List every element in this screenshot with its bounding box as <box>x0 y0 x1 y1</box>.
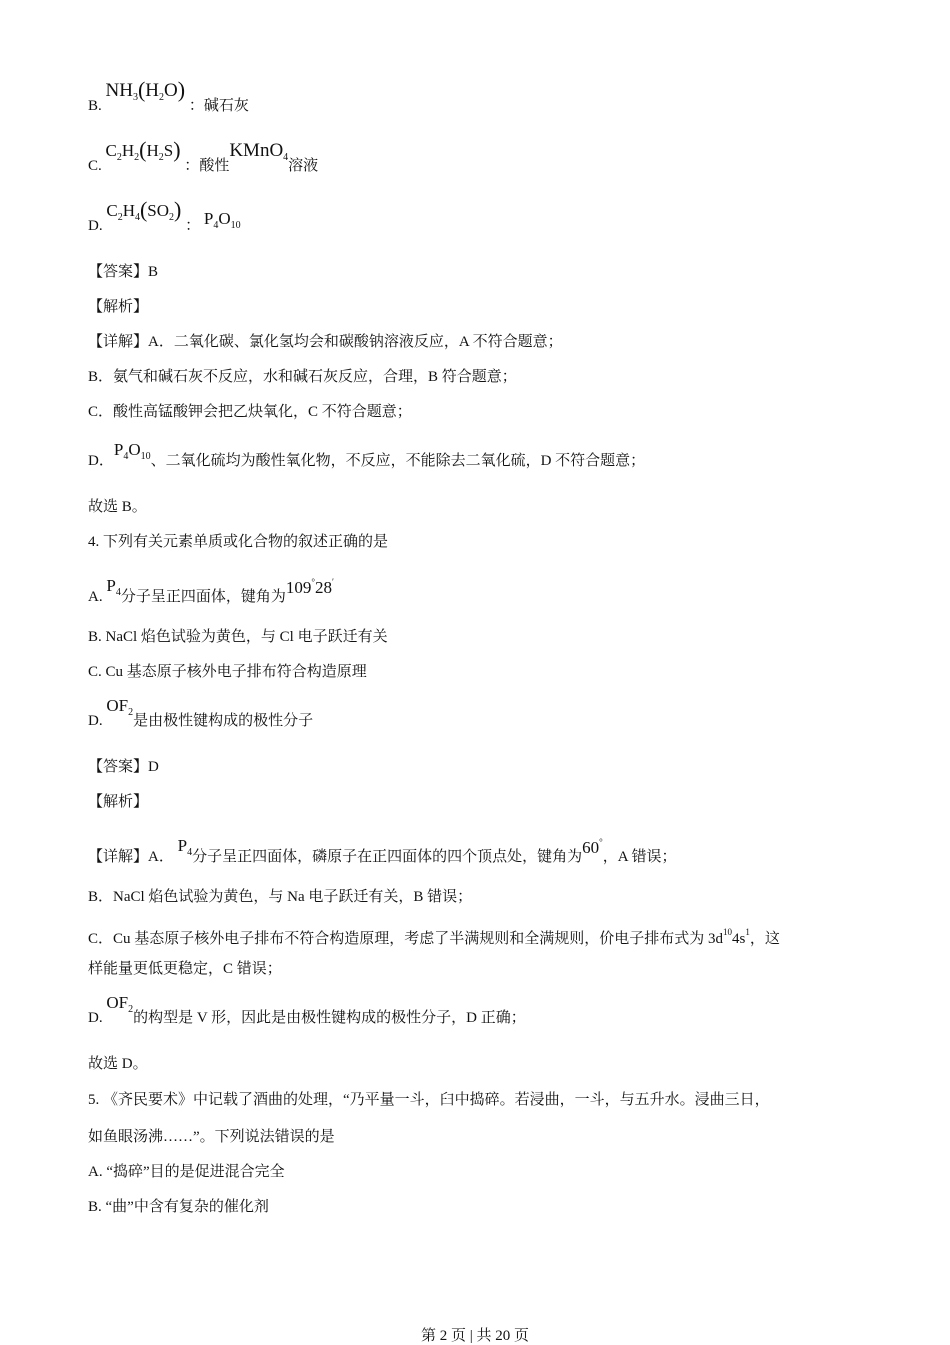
formula-part: O <box>128 440 141 459</box>
formula-p4 <box>106 576 121 598</box>
angle-degrees: 109 <box>285 578 312 597</box>
q4-detail-d <box>88 993 526 1034</box>
q4-stem: 4. 下列有关元素单质或化合物的叙述正确的是 <box>88 534 389 550</box>
subscript: 4 <box>134 212 140 223</box>
formula-part: OF <box>106 696 129 715</box>
option-label: D． <box>88 453 114 469</box>
angle-value <box>285 577 334 597</box>
option-label: D. <box>88 1010 103 1026</box>
formula-of2 <box>106 696 134 718</box>
q3-option-c <box>88 137 319 182</box>
q4-detail-b: B．NaCl 焰色试验为黄色，与 Na 电子跃迁有关，B 错误； <box>88 889 473 905</box>
paren: ( <box>137 77 146 102</box>
subscript: 2 <box>169 212 175 223</box>
formula-p4o10 <box>113 440 151 462</box>
subscript: 2 <box>116 152 122 163</box>
detail-text: 分子呈正四面体，磷原子在正四面体的四个顶点处，键角为 <box>192 849 583 865</box>
q3-conclusion: 故选 B。 <box>88 499 147 515</box>
formula-part: P <box>177 836 188 855</box>
angle-degrees: 60 <box>582 838 600 857</box>
detail-text: C．Cu 基态原子核外电子排布不符合构造原理，考虑了半满规则和全满规则，价电子排布式为 3d <box>88 931 724 947</box>
subscript: 2 <box>134 152 140 163</box>
q3-option-b <box>88 77 249 122</box>
formula-p4 <box>177 836 193 858</box>
formula-part: H <box>121 141 135 160</box>
prime-symbol: ′ <box>331 577 334 587</box>
detail-text: ，A 错误； <box>602 849 677 865</box>
degree-symbol: ° <box>311 577 315 587</box>
superscript: 10 <box>723 927 733 937</box>
q4-detail-c-line1 <box>88 922 780 949</box>
formula-part: KMnO <box>229 140 284 161</box>
q3-detail-b: B．氨气和碱石灰不反应，水和碱石灰反应，合理，B 符合题意； <box>88 369 517 385</box>
q3-option-d <box>88 197 241 242</box>
formula-part: P <box>113 440 124 459</box>
formula-part: O <box>218 209 231 228</box>
answer-value: D <box>148 759 159 775</box>
q5-option-b: B. “曲”中含有复杂的催化剂 <box>88 1199 269 1215</box>
paren: ( <box>139 137 147 162</box>
reagent-text: 碱石灰 <box>203 98 249 114</box>
detail-text: 4s <box>732 931 746 947</box>
subscript: 2 <box>117 212 123 223</box>
angle-value <box>582 837 603 857</box>
detail-text: 、二氧化硫均为酸性氧化物，不反应，不能除去二氧化硫，D 不符合题意； <box>150 453 646 469</box>
q5-stem-line2: 如鱼眼汤沸……”。下列说法错误的是 <box>88 1129 335 1145</box>
formula-p4o10 <box>203 209 241 231</box>
q3-analysis-tag: 【解析】 <box>88 299 149 315</box>
option-label: D. <box>88 218 103 234</box>
option-text: 是由极性键构成的极性分子 <box>133 713 314 729</box>
option-text: 分子呈正四面体，键角为 <box>120 589 286 605</box>
subscript: 2 <box>159 92 165 103</box>
subscript: 10 <box>230 220 241 231</box>
subscript: 4 <box>283 152 289 163</box>
formula-part: P <box>203 209 214 228</box>
answer-tag: 【答案】 <box>88 264 149 280</box>
q4-conclusion: 故选 D。 <box>88 1056 148 1072</box>
paren: ) <box>173 137 181 162</box>
subscript: 4 <box>213 220 219 231</box>
colon: ： <box>188 98 204 114</box>
paren: ) <box>177 77 186 102</box>
detail-text: A．二氧化碳、氯化氢均会和碳酸钠溶液反应，A 不符合题意； <box>148 334 563 350</box>
q4-detail-c-line2: 样能量更低更稳定，C 错误； <box>88 961 282 977</box>
subscript: 2 <box>128 1004 134 1015</box>
q4-detail-a <box>88 836 677 873</box>
detail-tag: 【详解】 <box>88 334 149 350</box>
paren: ( <box>139 197 148 222</box>
q3-detail-d <box>88 440 646 477</box>
q4-answer <box>88 757 159 777</box>
formula-kmno4 <box>229 140 289 163</box>
angle-minutes: 28 <box>314 578 332 597</box>
option-label: D. <box>88 713 103 729</box>
q4-option-b: B. NaCl 焰色试验为黄色，与 Cl 电子跃迁有关 <box>88 629 388 645</box>
subscript: 10 <box>140 451 151 462</box>
colon: ： <box>185 218 201 234</box>
formula-part: NH <box>105 80 133 101</box>
option-label: A. <box>88 589 103 605</box>
formula-part: H <box>146 141 159 160</box>
detail-text: 的构型是 V 形，因此是由极性键构成的极性分子，D 正确； <box>133 1010 526 1026</box>
q4-analysis-tag: 【解析】 <box>88 794 149 810</box>
detail-tag: 【详解】 <box>88 849 149 865</box>
formula-part: C <box>105 141 117 160</box>
formula-part: P <box>106 576 116 595</box>
subscript: 4 <box>123 451 129 462</box>
page-footer: 第 2 页 | 共 20 页 <box>420 1328 529 1344</box>
q4-option-a <box>88 576 334 613</box>
formula-c2h4-so2 <box>106 197 185 223</box>
reagent-text: 溶液 <box>288 158 319 174</box>
option-label: C. <box>88 158 102 174</box>
q5-option-a: A. “捣碎”目的是促进混合完全 <box>88 1164 285 1180</box>
detail-text: ，这 <box>749 931 780 947</box>
q4-option-c: C. Cu 基态原子核外电子排布符合构造原理 <box>88 664 367 680</box>
option-label: B. <box>88 98 102 114</box>
formula-of2 <box>106 993 134 1015</box>
q3-detail-c: C．酸性高锰酸钾会把乙炔氧化，C 不符合题意； <box>88 404 412 420</box>
colon: ： <box>184 158 200 174</box>
option-label: A． <box>148 849 174 865</box>
formula-part: C <box>106 201 118 220</box>
degree-symbol: ° <box>599 837 603 847</box>
superscript: 1 <box>745 927 750 937</box>
formula-part: H <box>122 201 135 220</box>
formula-nh3-h2o <box>105 77 189 103</box>
formula-c2h2-h2s <box>105 137 185 163</box>
subscript: 3 <box>132 92 138 103</box>
answer-value: B <box>148 264 159 280</box>
subscript: 2 <box>128 707 134 718</box>
paren: ) <box>174 197 182 222</box>
answer-tag: 【答案】 <box>88 759 149 775</box>
subscript: 4 <box>187 847 193 858</box>
q3-detail-a <box>88 332 563 352</box>
formula-part: S <box>163 141 174 160</box>
formula-part: OF <box>106 993 129 1012</box>
formula-part: H <box>145 80 160 101</box>
subscript: 2 <box>158 152 164 163</box>
subscript: 4 <box>115 587 121 598</box>
reagent-text: 酸性 <box>199 158 230 174</box>
q5-stem-line1: 5. 《齐民要术》中记载了酒曲的处理，“乃平量一斗，臼中捣碎。若浸曲，一斗，与五升水。浸曲三日， <box>88 1092 770 1108</box>
q3-answer <box>88 262 158 282</box>
formula-part: O <box>164 80 178 101</box>
q4-option-d <box>88 696 314 737</box>
formula-part: SO <box>147 201 170 220</box>
